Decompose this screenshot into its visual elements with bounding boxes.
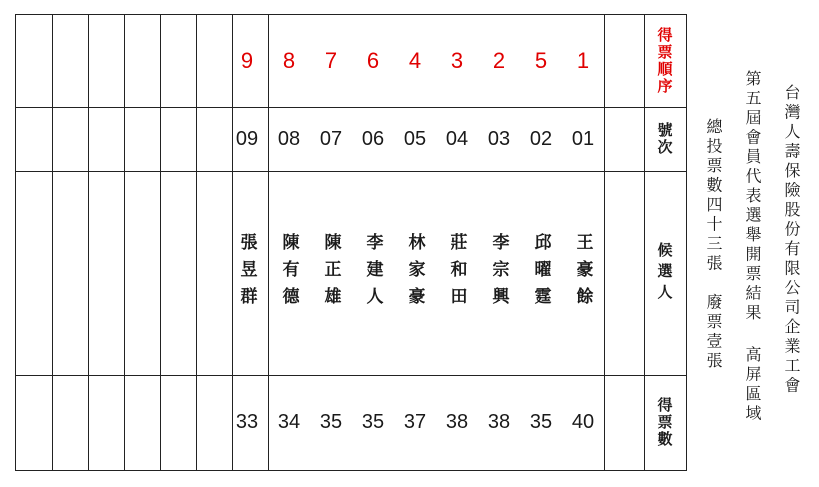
votes-cell: [310, 375, 352, 470]
candidate-name-text: 林家豪: [404, 232, 425, 314]
results-table: [15, 14, 687, 471]
candidate-name-cell: [268, 171, 310, 375]
candidate-name-cell: [310, 171, 352, 375]
candidate-name-text: 張昱群: [236, 232, 257, 314]
rank-text: 1: [576, 48, 590, 73]
rank-cell: [352, 15, 394, 107]
rank-text: 3: [450, 48, 464, 73]
candidate-name-text: 李建人: [362, 232, 383, 314]
votes-text: 38: [487, 411, 511, 433]
votes-cell: [226, 375, 268, 470]
candidate-name-cell: [478, 171, 520, 375]
candidate-name-cell: [520, 171, 562, 375]
candidate-name-cell: [226, 171, 268, 375]
rank-cell: [268, 15, 310, 107]
column-divider: [160, 15, 161, 470]
number-cell: [310, 107, 352, 171]
votes-cell: [478, 375, 520, 470]
votes-cell: [394, 375, 436, 470]
rank-cell: [394, 15, 436, 107]
number-text: 08: [277, 127, 301, 150]
column-divider: [52, 15, 53, 470]
number-row-label-cell: [644, 107, 686, 171]
number-cell: [268, 107, 310, 171]
votes-cell: [520, 375, 562, 470]
column-divider: [196, 15, 197, 470]
votes-cell: [562, 375, 604, 470]
number-cell: [478, 107, 520, 171]
votes-text: 35: [529, 411, 553, 433]
votes-cell: [268, 375, 310, 470]
candidate-name-text: 陳有德: [278, 232, 299, 314]
votes-text: 38: [445, 411, 469, 433]
number-cell: [352, 107, 394, 171]
votes-text: 34: [277, 411, 301, 433]
column-divider: [604, 15, 605, 470]
rank-row-label-cell: [644, 15, 686, 107]
votes-row-label-cell: [644, 375, 686, 470]
candidate-name-cell: [436, 171, 478, 375]
candidate-name-cell: [394, 171, 436, 375]
rank-row-label: 得票順序: [655, 27, 674, 95]
document-title-line-2: 第五屆會員代表選舉開票結果 高屏區域: [743, 70, 762, 424]
candidate-name-text: 李宗興: [488, 232, 509, 314]
votes-text: 40: [571, 411, 595, 433]
votes-text: 35: [361, 411, 385, 433]
rank-text: 4: [408, 48, 422, 73]
votes-row-label: 得票數: [655, 397, 674, 448]
number-text: 07: [319, 127, 343, 150]
rank-cell: [226, 15, 268, 107]
candidate-name-cell: [352, 171, 394, 375]
number-text: 02: [529, 127, 553, 150]
column-divider: [124, 15, 125, 470]
candidate-name-text: 莊和田: [446, 232, 467, 314]
number-cell: [520, 107, 562, 171]
rank-cell: [520, 15, 562, 107]
number-text: 01: [571, 127, 595, 150]
candidate-row-label-cell: [644, 171, 686, 375]
number-row-label: 號次: [655, 122, 674, 156]
rank-cell: [478, 15, 520, 107]
rank-cell: [436, 15, 478, 107]
number-text: 04: [445, 127, 469, 150]
votes-text: 35: [319, 411, 343, 433]
number-cell: [394, 107, 436, 171]
number-cell: [562, 107, 604, 171]
candidate-name-text: 邱曜霆: [530, 232, 551, 314]
number-text: 06: [361, 127, 385, 150]
votes-text: 37: [403, 411, 427, 433]
votes-cell: [352, 375, 394, 470]
candidate-name-text: 陳正雄: [320, 232, 341, 314]
document-title-line-1: 台灣人壽保險股份有限公司企業工會: [782, 84, 801, 396]
rank-text: 2: [492, 48, 506, 73]
rank-text: 5: [534, 48, 548, 73]
column-divider: [88, 15, 89, 470]
rank-cell: [310, 15, 352, 107]
number-cell: [226, 107, 268, 171]
votes-text: 33: [235, 411, 259, 433]
number-cell: [436, 107, 478, 171]
vote-summary: 總投票數四十三張 廢票壹張: [704, 118, 723, 372]
number-text: 03: [487, 127, 511, 150]
candidate-row-label: 候選人: [655, 241, 674, 305]
candidate-name-text: 王豪餘: [572, 232, 593, 314]
candidate-name-cell: [562, 171, 604, 375]
rank-text: 7: [324, 48, 338, 73]
number-text: 05: [403, 127, 427, 150]
rank-text: 9: [240, 48, 254, 73]
rank-cell: [562, 15, 604, 107]
rank-text: 8: [282, 48, 296, 73]
rank-text: 6: [366, 48, 380, 73]
votes-cell: [436, 375, 478, 470]
number-text: 09: [235, 127, 259, 150]
